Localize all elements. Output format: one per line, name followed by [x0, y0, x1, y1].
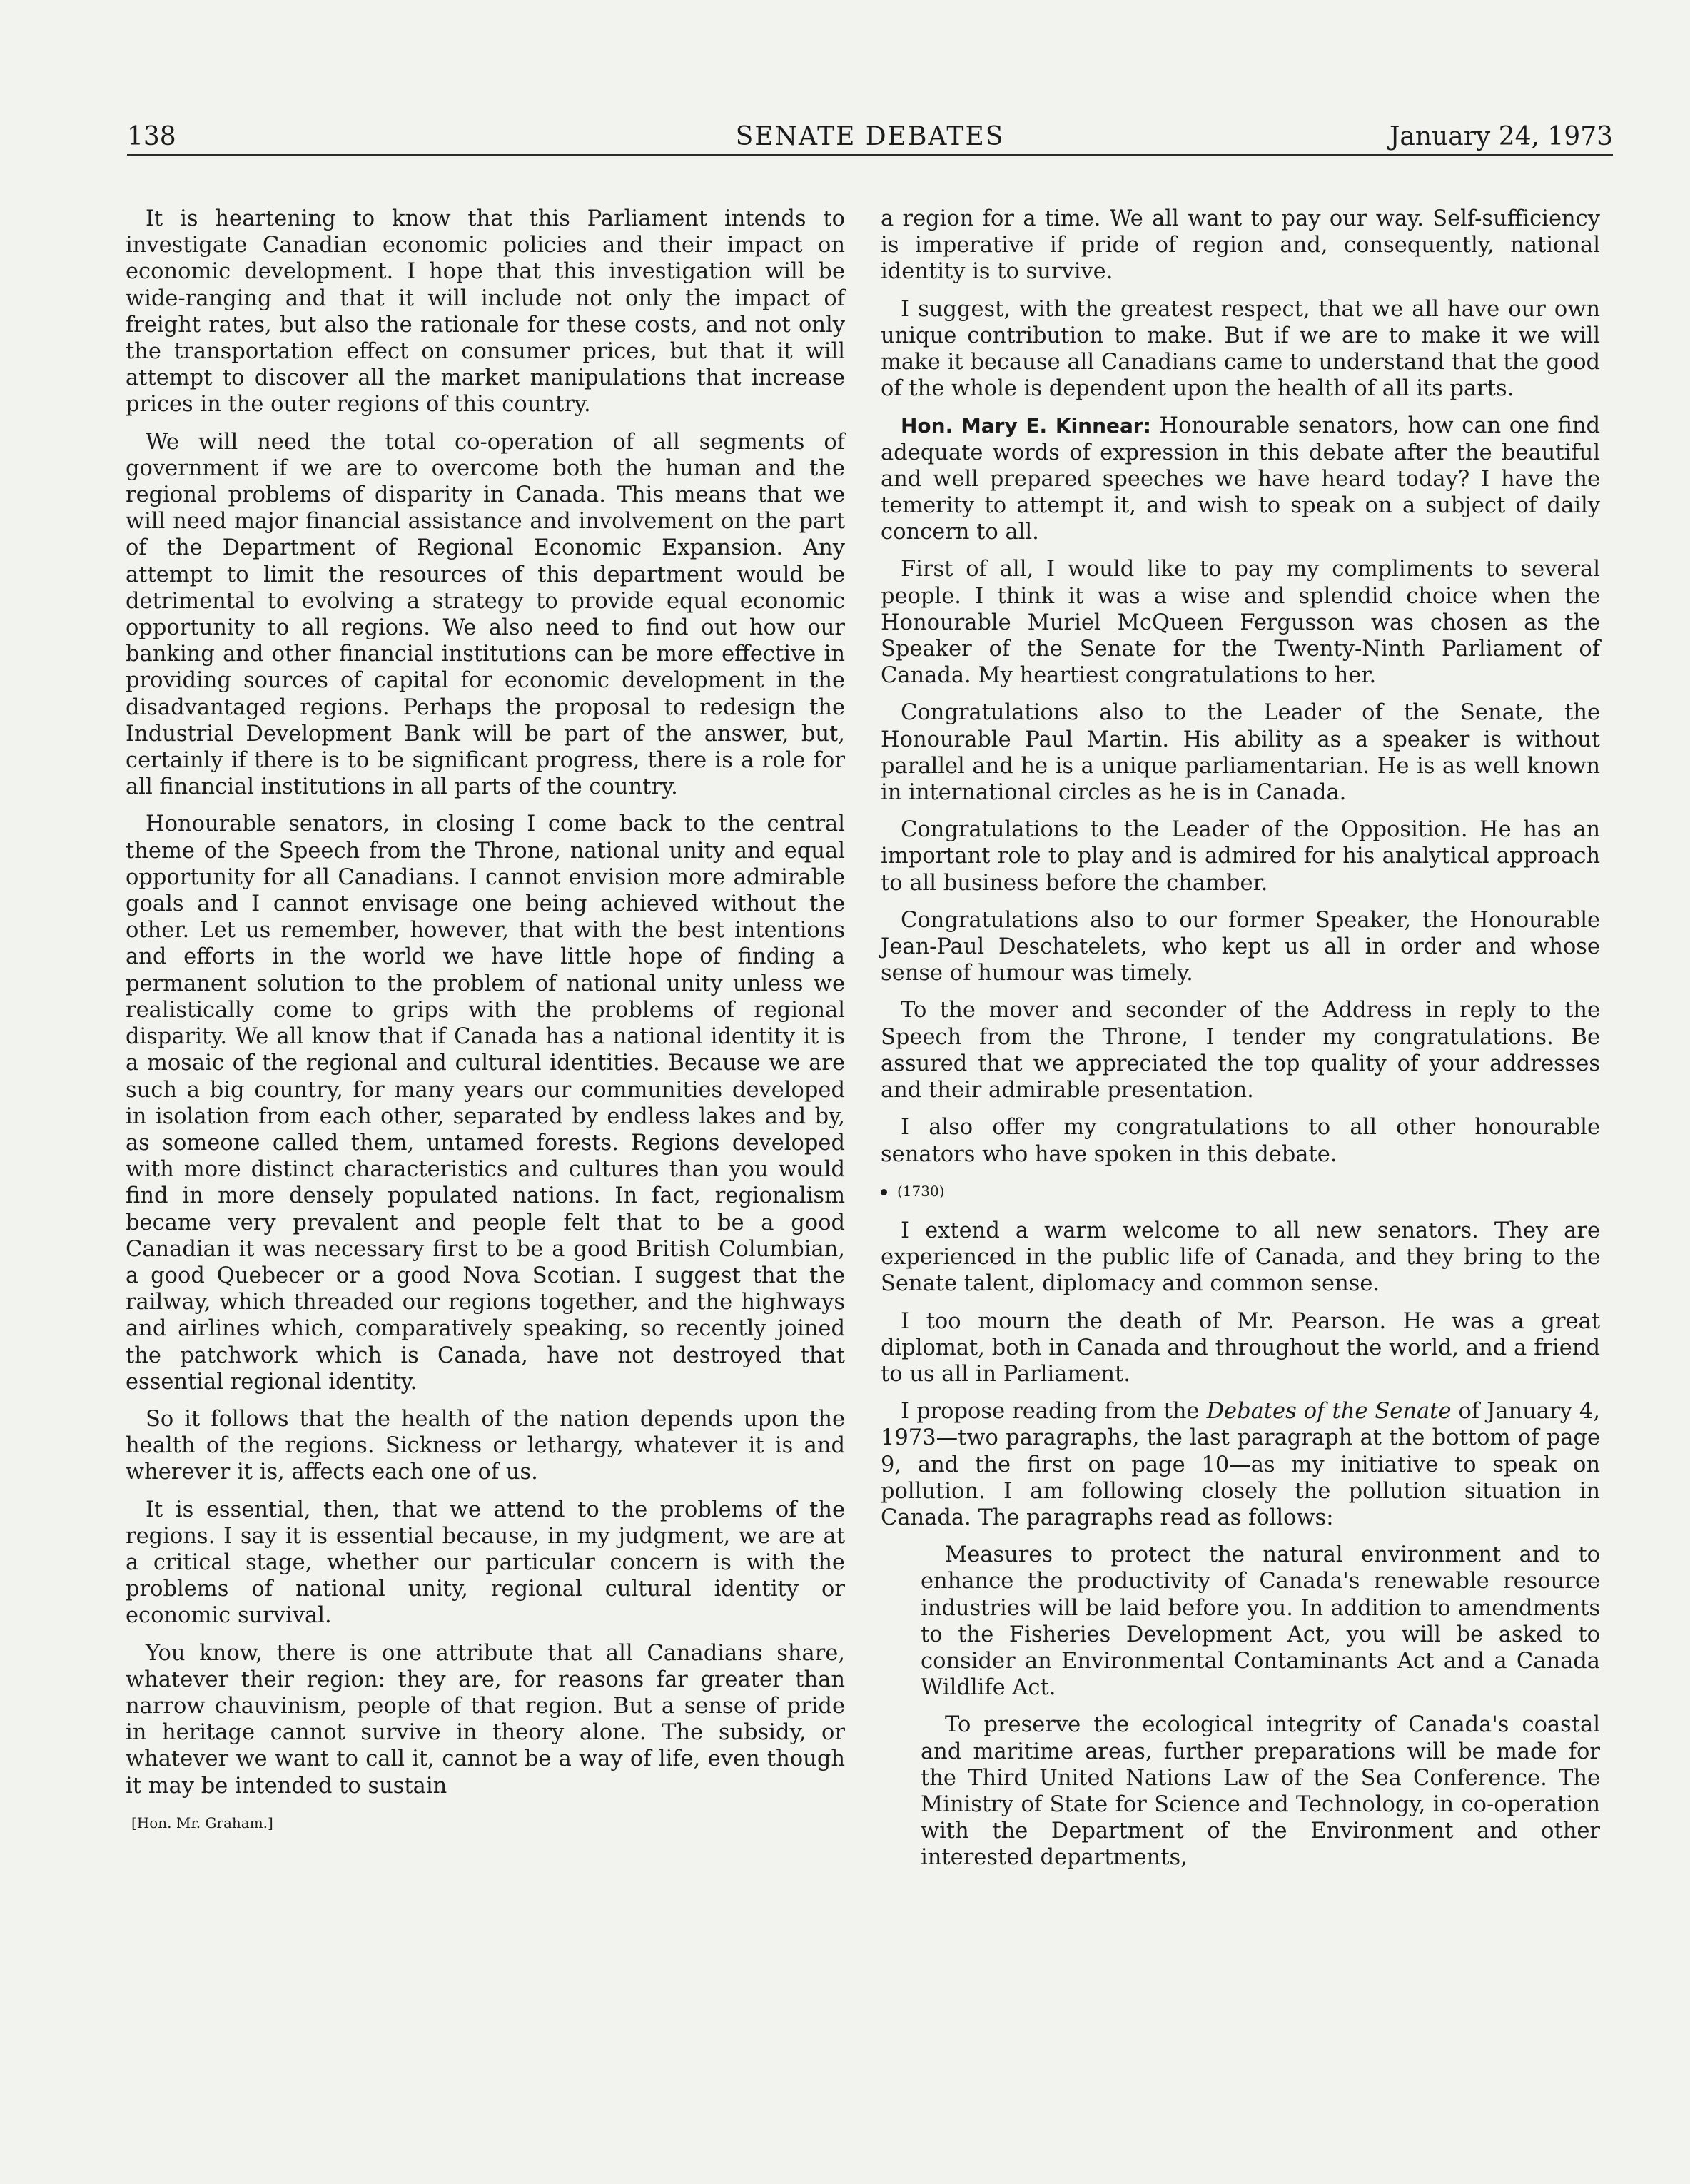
- paragraph: To the mover and seconder of the Address in reply to the Speech from the Throne, I tender my congratulations. Be assured that we appreciated the top quality of your addresses and their admirable presentation.: [881, 998, 1600, 1103]
- time-marker: [881, 1178, 1600, 1205]
- page-header: [127, 114, 1613, 156]
- quote-paragraph: To preserve the ecological integrity of Canada's coastal and maritime areas, further preparations will be made for the Third United Nations Law of the Sea Conference. The Ministry of State for Science and Technology, in co-operation with the Department of the Environment and other interested departments,: [921, 1712, 1600, 1871]
- paragraph: I also offer my congratulations to all other honourable senators who have spoken in this debate.: [881, 1115, 1600, 1167]
- paragraph: It is heartening to know that this Parliament intends to investigate Canadian economic policies and their impact on economic development. I hope that this investigation will be wide-ranging and that it will include not only the impact of freight rates, but also the rationale for these costs, and not only the transportation effect on consumer prices, but that it will attempt to discover all the market manipulations that increase prices in the outer regions of this country.: [126, 206, 845, 418]
- bullet-icon: [881, 1189, 887, 1195]
- paragraph: It is essential, then, that we attend to the problems of the regions. I say it is essential because, in my judgment, we are at a critical stage, whether our particular concern is with the problems of national unity, regional cultural identity or economic survival.: [126, 1497, 845, 1629]
- paragraph: Honourable senators, in closing I come back to the central theme of the Speech from the Throne, national unity and equal opportunity for all Canadians. I cannot envision more admirable goals and I cannot envisage one being achieved without the other. Let us remember, however, that with the best intentions and efforts in the world we have little hope of finding a permanent solution to the problem of national unity unless we realistically come to grips with the problems of regional disparity. We all know that if Canada has a national identity it is a mosaic of the regional and cultural identities. Because we are such a big country, for many years our communities developed in isolation from each other, separated by endless lakes and by, as someone called them, untamed forests. Regions developed with more distinct characteristics and cultures than you would find in more densely populated nations. In fact, regionalism became very prevalent and people felt that to be a good Canadian it was necessary first to be a good British Columbian, a good Quebecer or a good Nova Scotian. I suggest that the railway, which threaded our regions together, and the highways and airlines which, comparatively speaking, so recently joined the patchwork which is Canada, have not destroyed that essential regional identity.: [126, 812, 845, 1395]
- paragraph-text: of January 4, 1973—two paragraphs, the last paragraph at the bottom of page 9, and the first on page 10—as my initiative to speak on pollution. I am following closely the pollution situation in Canada. The paragraphs read as follows:: [881, 1399, 1601, 1530]
- paragraph: We will need the total co-operation of all segments of government if we are to overcome both the human and the regional problems of disparity in Canada. This means that we will need major financial assistance and involvement on the part of the Department of Regional Economic Expansion. Any attempt to limit the resources of this department would be detrimental to evolving a strategy to provide equal economic opportunity to all regions. We also need to find out how our banking and other financial institutions can be more effective in providing sources of capital for economic development in the disadvantaged regions. Perhaps the proposal to redesign the Industrial Development Bank will be part of the answer, but, certainly if there is to be significant progress, there is a role for all financial institutions in all parts of the country.: [126, 429, 845, 800]
- paragraph: First of all, I would like to pay my compliments to several people. I think it was a wise and splendid choice when the Honourable Muriel McQueen Fergusson was chosen as the Speaker of the Senate for the Twenty-Ninth Parliament of Canada. My heartiest congratulations to her.: [881, 557, 1600, 689]
- speaker-name: Hon. Mary E. Kinnear:: [901, 414, 1151, 438]
- paragraph: I suggest, with the greatest respect, that we all have our own unique contribution to make. But if we are to make it we will make it because all Canadians came to understand that the good of the whole is dependent upon the health of all its parts.: [881, 296, 1600, 402]
- block-quote: [921, 1542, 1600, 1871]
- paragraph: Congratulations also to our former Speaker, the Honourable Jean-Paul Deschatelets, who kept us all in order and whose sense of humour was timely.: [881, 907, 1600, 986]
- paragraph: [881, 1398, 1600, 1531]
- quote-paragraph: Measures to protect the natural environment and to enhance the productivity of Canada's renewable resource industries will be laid before you. In addition to amendments to the Fisheries Development Act, you will be asked to consider an Environmental Contaminants Act and a Canada Wildlife Act.: [921, 1542, 1600, 1701]
- speaker-paragraph: [881, 413, 1600, 545]
- publication-date: January 24, 1973: [1389, 122, 1613, 151]
- paragraph: I too mourn the death of Mr. Pearson. He was a great diplomat, both in Canada and throughout the world, and a friend to us all in Parliament.: [881, 1308, 1600, 1387]
- paragraph: You know, there is one attribute that all Canadians share, whatever their region: they are, for reasons far greater than narrow chauvinism, people of that region. But a sense of pride in heritage cannot survive in theory alone. The subsidy, or whatever we want to call it, cannot be a way of life, even though it may be intended to sustain: [126, 1640, 845, 1799]
- paragraph: a region for a time. We all want to pay our way. Self-sufficiency is imperative if pride of region and, consequently, national identity is to survive.: [881, 206, 1600, 285]
- paragraph: So it follows that the health of the nation depends upon the health of the regions. Sickness or lethargy, whatever it is and wherever it is, affects each one of us.: [126, 1406, 845, 1485]
- page-number: 138: [127, 122, 176, 151]
- speaker-footnote: [Hon. Mr. Graham.]: [131, 1814, 273, 1831]
- paragraph-text: I propose reading from the: [901, 1399, 1207, 1425]
- speaker-text: Honourable senators, how can one find adequate words of expression in this debate after the beautiful and well prepared speeches we have heard today? I have the temerity to attempt it, and wish to speak on a subject of daily concern to all.: [881, 413, 1600, 545]
- cited-publication: Debates of the Senate: [1206, 1399, 1452, 1425]
- publication-title: SENATE DEBATES: [735, 122, 1005, 151]
- paragraph: Congratulations also to the Leader of the Senate, the Honourable Paul Martin. His ability as a speaker is without parallel and he is a unique parliamentarian. He is as well known in international circles as he is in Canada.: [881, 700, 1600, 806]
- time-marker-text: (1730): [897, 1182, 945, 1200]
- right-column: [881, 206, 1600, 1882]
- paragraph: I extend a warm welcome to all new senators. They are experienced in the public life of Canada, and they bring to the Senate talent, diplomacy and common sense.: [881, 1218, 1600, 1297]
- left-column: [126, 206, 845, 1836]
- paragraph: Congratulations to the Leader of the Opposition. He has an important role to play and is admired for his analytical approach to all business before the chamber.: [881, 817, 1600, 896]
